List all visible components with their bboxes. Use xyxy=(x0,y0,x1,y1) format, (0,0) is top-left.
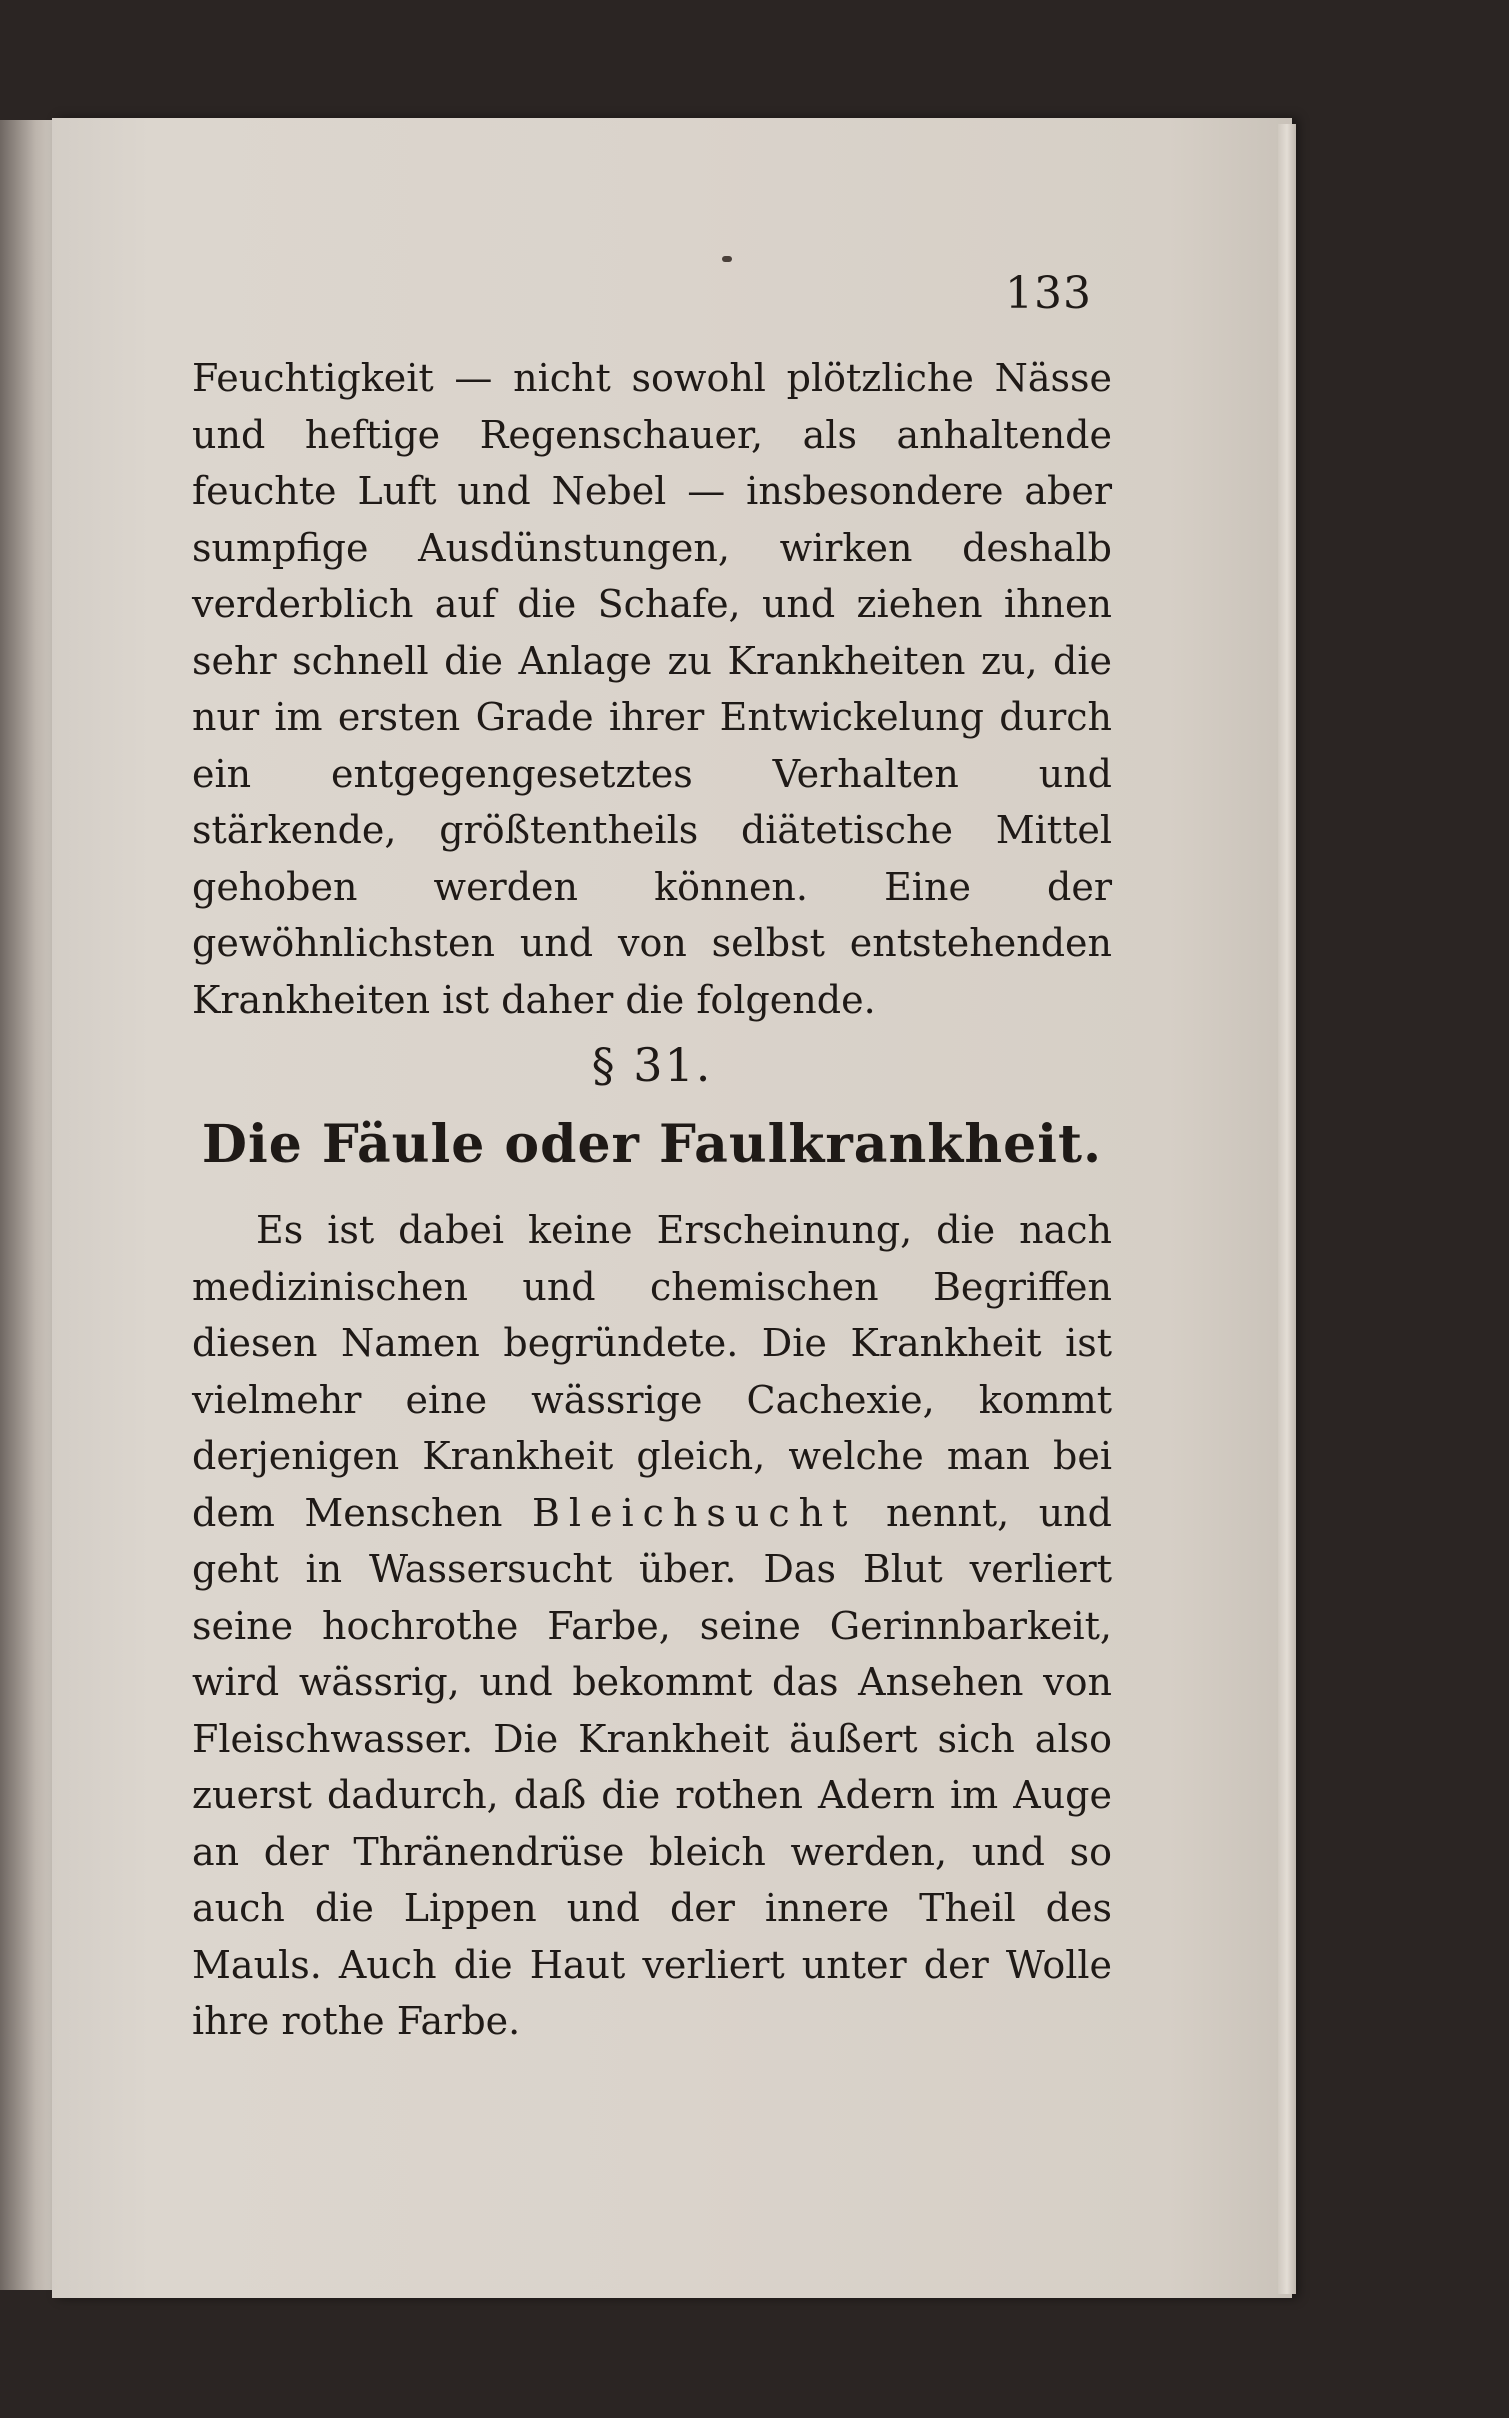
ink-speck xyxy=(722,256,732,262)
paragraph-2 xyxy=(192,1202,1112,2050)
paragraph-2-text-end: nennt, und geht in Wassersucht über. Das Blut verliert seine hochrothe Farbe, seine Gerinnbarkeit, wird wässrig, und bekommt das Ansehen von Fleischwasser. Die Krankheit äußert sich also zuerst dadurch, daß die rothen Adern im Auge an der Thränendrüse bleich werden, und so auch die Lippen und der innere Theil des Mauls. Auch die Haut verliert unter der Wolle ihre rothe Farbe. xyxy=(192,1490,1112,2043)
facing-page-edge xyxy=(0,120,60,2290)
section-number: § 31. xyxy=(591,1038,713,1092)
paragraph-1: Feuchtigkeit — nicht sowohl plötzliche Nässe und heftige Regenschauer, als anhaltende feuchte Luft und Nebel — insbesondere aber sumpfige Ausdünstungen, wirken deshalb verderblich auf die Schafe, und ziehen ihnen sehr schnell die Anlage zu Krankheiten zu, die nur im ersten Grade ihrer Entwickelung durch ein entgegengesetztes Verhalten und stärkende, größtentheils diätetische Mittel gehoben werden können. Eine der gewöhnlichsten und von selbst entstehenden Krankheiten ist daher die folgende. xyxy=(192,356,1112,1022)
paragraph-2-text-start: Es ist dabei keine Erscheinung, die nach medizinischen und chemischen Begriffen diesen Namen begründete. Die Krankheit ist vielmehr eine wässrige Cachexie, kommt derjenigen Krankheit gleich, welche man bei dem Menschen xyxy=(192,1208,1112,1535)
section-title: Die Fäule oder Faulkrankheit. xyxy=(201,1114,1103,1175)
emphasized-term: Bleichsucht xyxy=(531,1490,857,1535)
page-content xyxy=(52,118,1292,2298)
page-number: 133 xyxy=(1005,268,1092,319)
